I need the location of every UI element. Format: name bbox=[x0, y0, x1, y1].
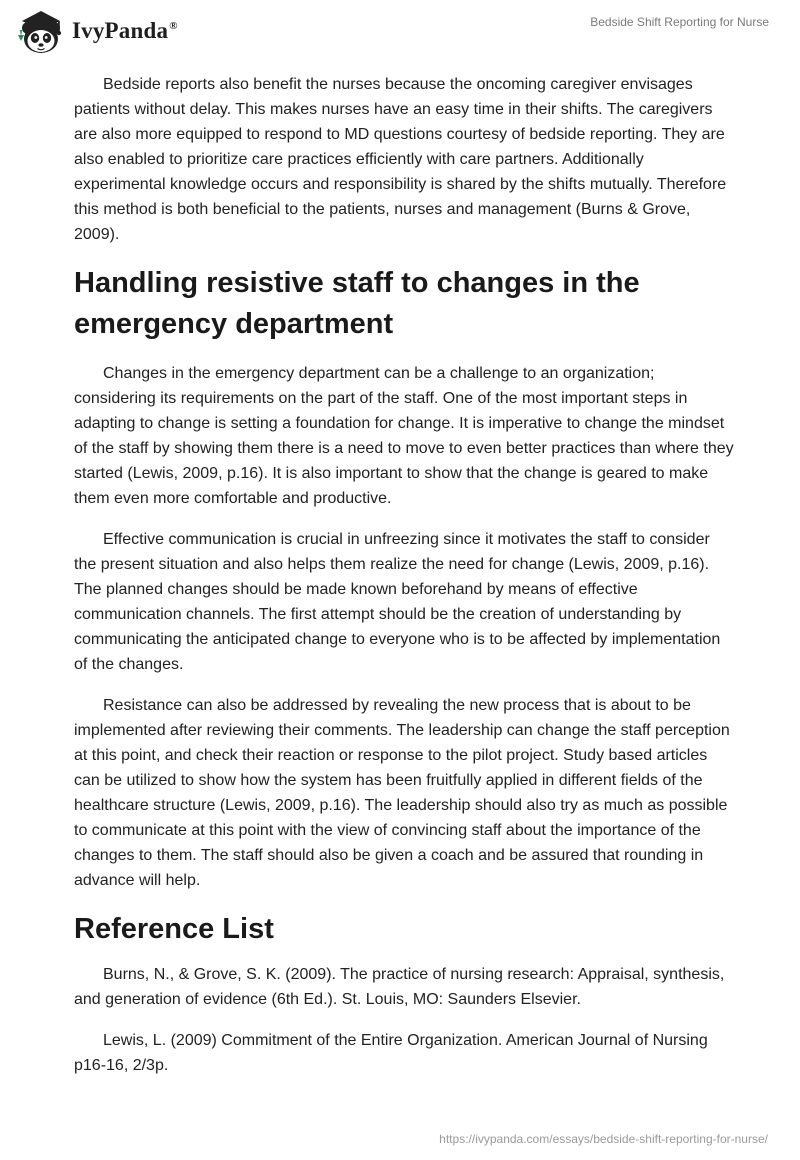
body-paragraph: Resistance can also be addressed by revealing the new process that is about to be implemented after reviewing their comments. The leadership can change the staff perception at this point, and check their reaction or response to the pilot project. Study based articles can be utilized to show how the system has been fruitfully applied in different fields of the healthcare structure (Lewis, 2009, p.16). The leadership should also try as much as possible to communicate at this point with the view of convincing staff about the importance of the changes to them. The staff should also be given a coach and be assured that rounding in advance will help. bbox=[74, 697, 730, 889]
brand-name: IvyPanda® bbox=[72, 18, 178, 43]
body-paragraph: Changes in the emergency department can be a challenge to an organization; considering its requirements on the part of the staff. One of the most important steps in adapting to change is setting a foundation for change. It is imperative to change the mindset of the staff by showing them there is a need to move to even better practices than where they started (Lewis, 2009, p.16). It is also important to show that the change is geared to make them even more comfortable and productive. bbox=[74, 365, 734, 507]
intro-paragraph: Bedside reports also benefit the nurses because the oncoming caregiver envisages patients without delay. This makes nurses have an easy time in their shifts. The caregivers are also more equipped to respond to MD questions courtesy of bedside reporting. They are also enabled to prioritize care practices efficiently with care partners. Additionally experimental knowledge occurs and responsibility is shared by the shifts mutually. Therefore this method is both beneficial to the patients, nurses and management (Burns & Grove, 2009). bbox=[74, 76, 727, 243]
document-title: Bedside Shift Reporting for Nurse bbox=[590, 15, 769, 29]
essay-content bbox=[74, 72, 734, 1094]
reference-item: Lewis, L. (2009) Commitment of the Entire Organization. American Journal of Nursing p16-16, 2/3p. bbox=[74, 1032, 708, 1074]
source-url[interactable]: https://ivypanda.com/essays/bedside-shift-reporting-for-nurse/ bbox=[439, 1132, 768, 1146]
ivypanda-logo[interactable] bbox=[14, 8, 178, 56]
trademark-symbol: ® bbox=[169, 20, 178, 32]
references-heading: Reference List bbox=[74, 913, 274, 945]
section-heading: Handling resistive staff to changes in the emergency department bbox=[74, 267, 640, 340]
page-header bbox=[0, 0, 800, 64]
reference-item: Burns, N., & Grove, S. K. (2009). The practice of nursing research: Appraisal, synthesis, and generation of evidence (6th Ed.). St. Louis, MO: Saunders Elsevier. bbox=[74, 966, 725, 1008]
panda-mascot-icon bbox=[14, 8, 66, 56]
body-paragraph: Effective communication is crucial in unfreezing since it motivates the staff to consider the present situation and also helps them realize the need for change (Lewis, 2009, p.16). The planned changes should be made known beforehand by means of effective communication channels. The first attempt should be the creation of understanding by communicating the anticipated change to everyone who is to be affected by implementation of the changes. bbox=[74, 531, 721, 673]
